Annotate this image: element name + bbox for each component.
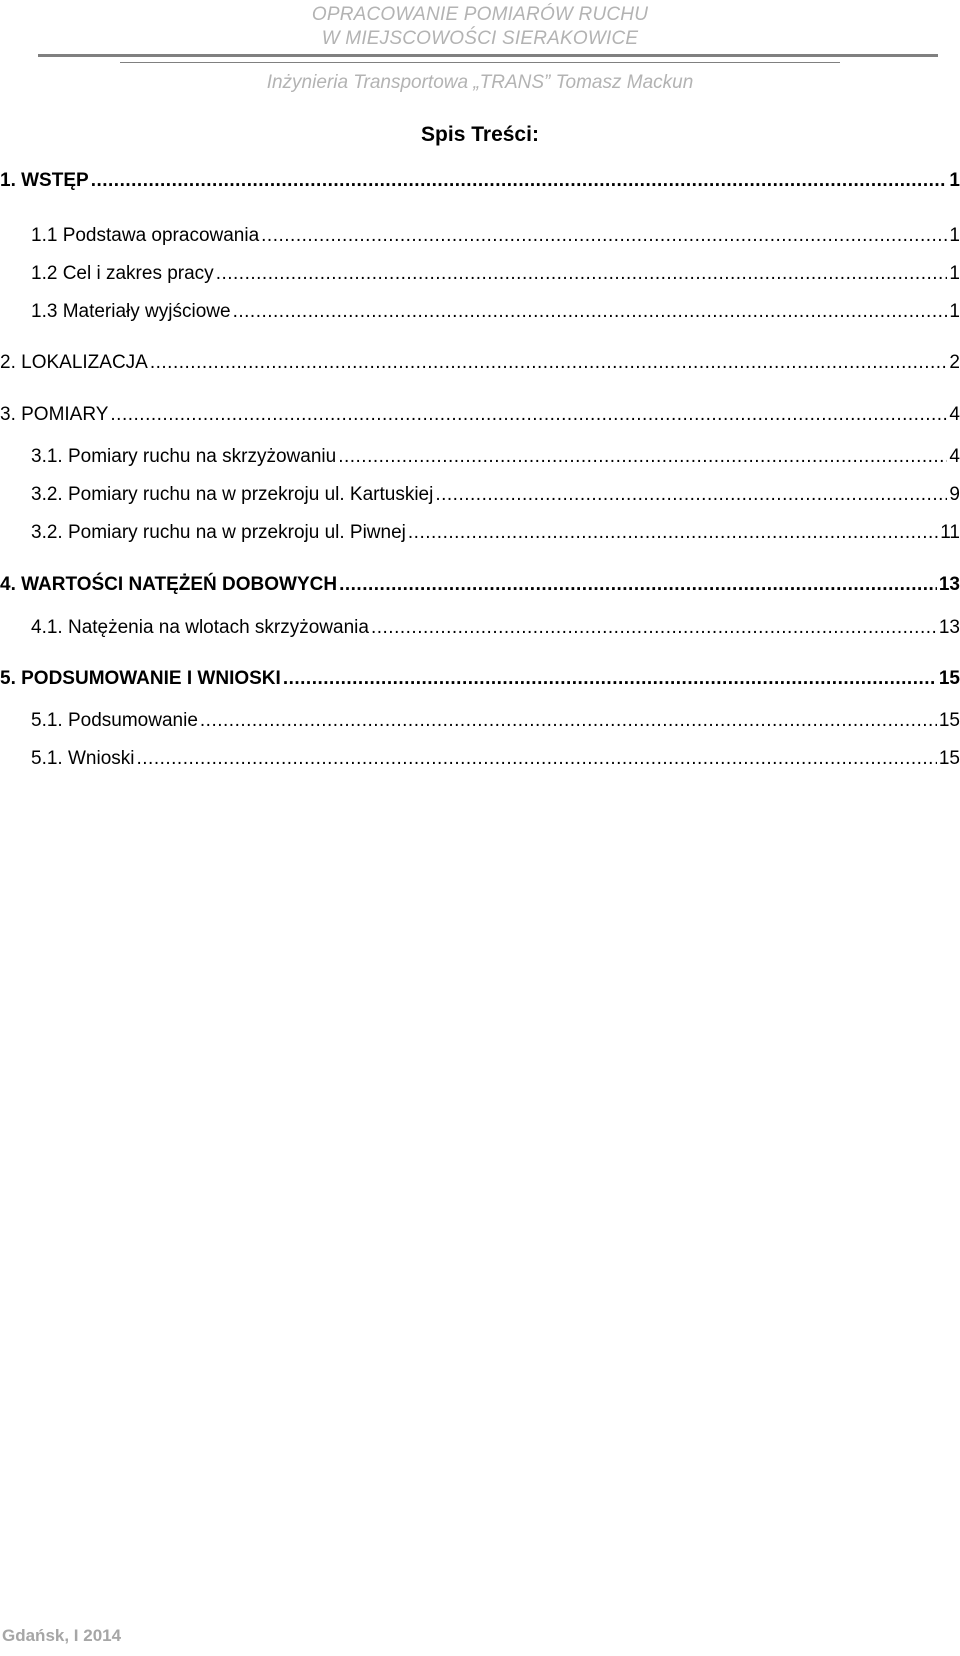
toc-entry-page: 1 xyxy=(949,263,960,284)
toc-entry-label: 1.2 Cel i zakres pracy xyxy=(31,263,214,284)
toc-entry[interactable] xyxy=(31,261,960,287)
toc-entry[interactable] xyxy=(31,223,960,249)
toc-entry-page: 13 xyxy=(938,574,960,595)
toc-entry-label: 1.1 Podstawa opracowania xyxy=(31,225,260,246)
toc-entry-page: 15 xyxy=(938,748,960,769)
toc-entry-page: 15 xyxy=(938,710,960,731)
toc-entry[interactable] xyxy=(31,615,960,641)
toc-entry-page: 13 xyxy=(938,617,960,638)
toc-entry-label: 2. LOKALIZACJA xyxy=(0,352,148,373)
toc-entry[interactable] xyxy=(0,666,960,692)
toc-entry[interactable] xyxy=(0,350,960,376)
header-company: Inżynieria Transportowa „TRANS” Tomasz Mackun xyxy=(266,72,694,93)
toc-leader xyxy=(261,223,947,249)
toc-entry[interactable] xyxy=(31,746,960,772)
toc-leader xyxy=(338,444,947,470)
toc-entry-label: 3.2. Pomiary ruchu na w przekroju ul. Piwnej xyxy=(31,522,406,543)
toc-entry-label: 5.1. Podsumowanie xyxy=(31,710,198,731)
toc-leader xyxy=(216,261,948,287)
toc-entry[interactable] xyxy=(0,402,960,428)
toc-entry-label: 3.1. Pomiary ruchu na skrzyżowaniu xyxy=(31,446,337,467)
toc-title: Spis Treści: xyxy=(421,123,539,146)
toc-entry-label: 1.3 Materiały wyjściowe xyxy=(31,301,231,322)
toc-leader xyxy=(283,666,937,692)
toc-entry-page: 1 xyxy=(949,225,960,246)
toc-leader xyxy=(408,520,938,546)
toc-leader xyxy=(200,708,937,734)
toc-entry-label: 1. WSTĘP xyxy=(0,170,89,191)
toc-entry-label: 4.1. Natężenia na wlotach skrzyżowania xyxy=(31,617,369,638)
toc-leader xyxy=(136,746,936,772)
toc-leader xyxy=(435,482,947,508)
toc-leader xyxy=(150,350,948,376)
header-divider-thick xyxy=(38,54,938,57)
toc-entry-label: 3.2. Pomiary ruchu na w przekroju ul. Kartuskiej xyxy=(31,484,434,505)
toc-entry-label: 5. PODSUMOWANIE I WNIOSKI xyxy=(0,668,281,689)
toc-entry[interactable] xyxy=(31,708,960,734)
toc-entry[interactable] xyxy=(0,168,960,194)
toc-entry[interactable] xyxy=(31,520,960,546)
toc-entry-label: 4. WARTOŚCI NATĘŻEŃ DOBOWYCH xyxy=(0,574,338,595)
toc-entry[interactable] xyxy=(31,299,960,325)
toc-entry-page: 4 xyxy=(949,404,960,425)
toc-leader xyxy=(371,615,937,641)
toc-entry[interactable] xyxy=(0,572,960,598)
toc-leader xyxy=(91,168,948,194)
toc-entry[interactable] xyxy=(31,444,960,470)
footer-place-date: Gdańsk, I 2014 xyxy=(2,1626,122,1645)
toc-entry-page: 9 xyxy=(949,484,960,505)
toc-entry-page: 11 xyxy=(940,522,960,543)
toc-leader xyxy=(233,299,948,325)
toc-entry-page: 15 xyxy=(938,668,960,689)
toc-entry-page: 1 xyxy=(949,301,960,322)
toc-entry-label: 3. POMIARY xyxy=(0,404,109,425)
toc-entry-label: 5.1. Wnioski xyxy=(31,748,135,769)
header-title-line2: W MIEJSCOWOŚCI SIERAKOWICE xyxy=(321,28,639,49)
toc-entry-page: 1 xyxy=(949,170,960,191)
header-divider-thin xyxy=(120,62,840,63)
toc-entry-page: 4 xyxy=(949,446,960,467)
toc-leader xyxy=(110,402,947,428)
toc-entry-page: 2 xyxy=(949,352,960,373)
toc-leader xyxy=(339,572,937,598)
header-title-line1: OPRACOWANIE POMIARÓW RUCHU xyxy=(311,4,649,25)
toc-entry[interactable] xyxy=(31,482,960,508)
